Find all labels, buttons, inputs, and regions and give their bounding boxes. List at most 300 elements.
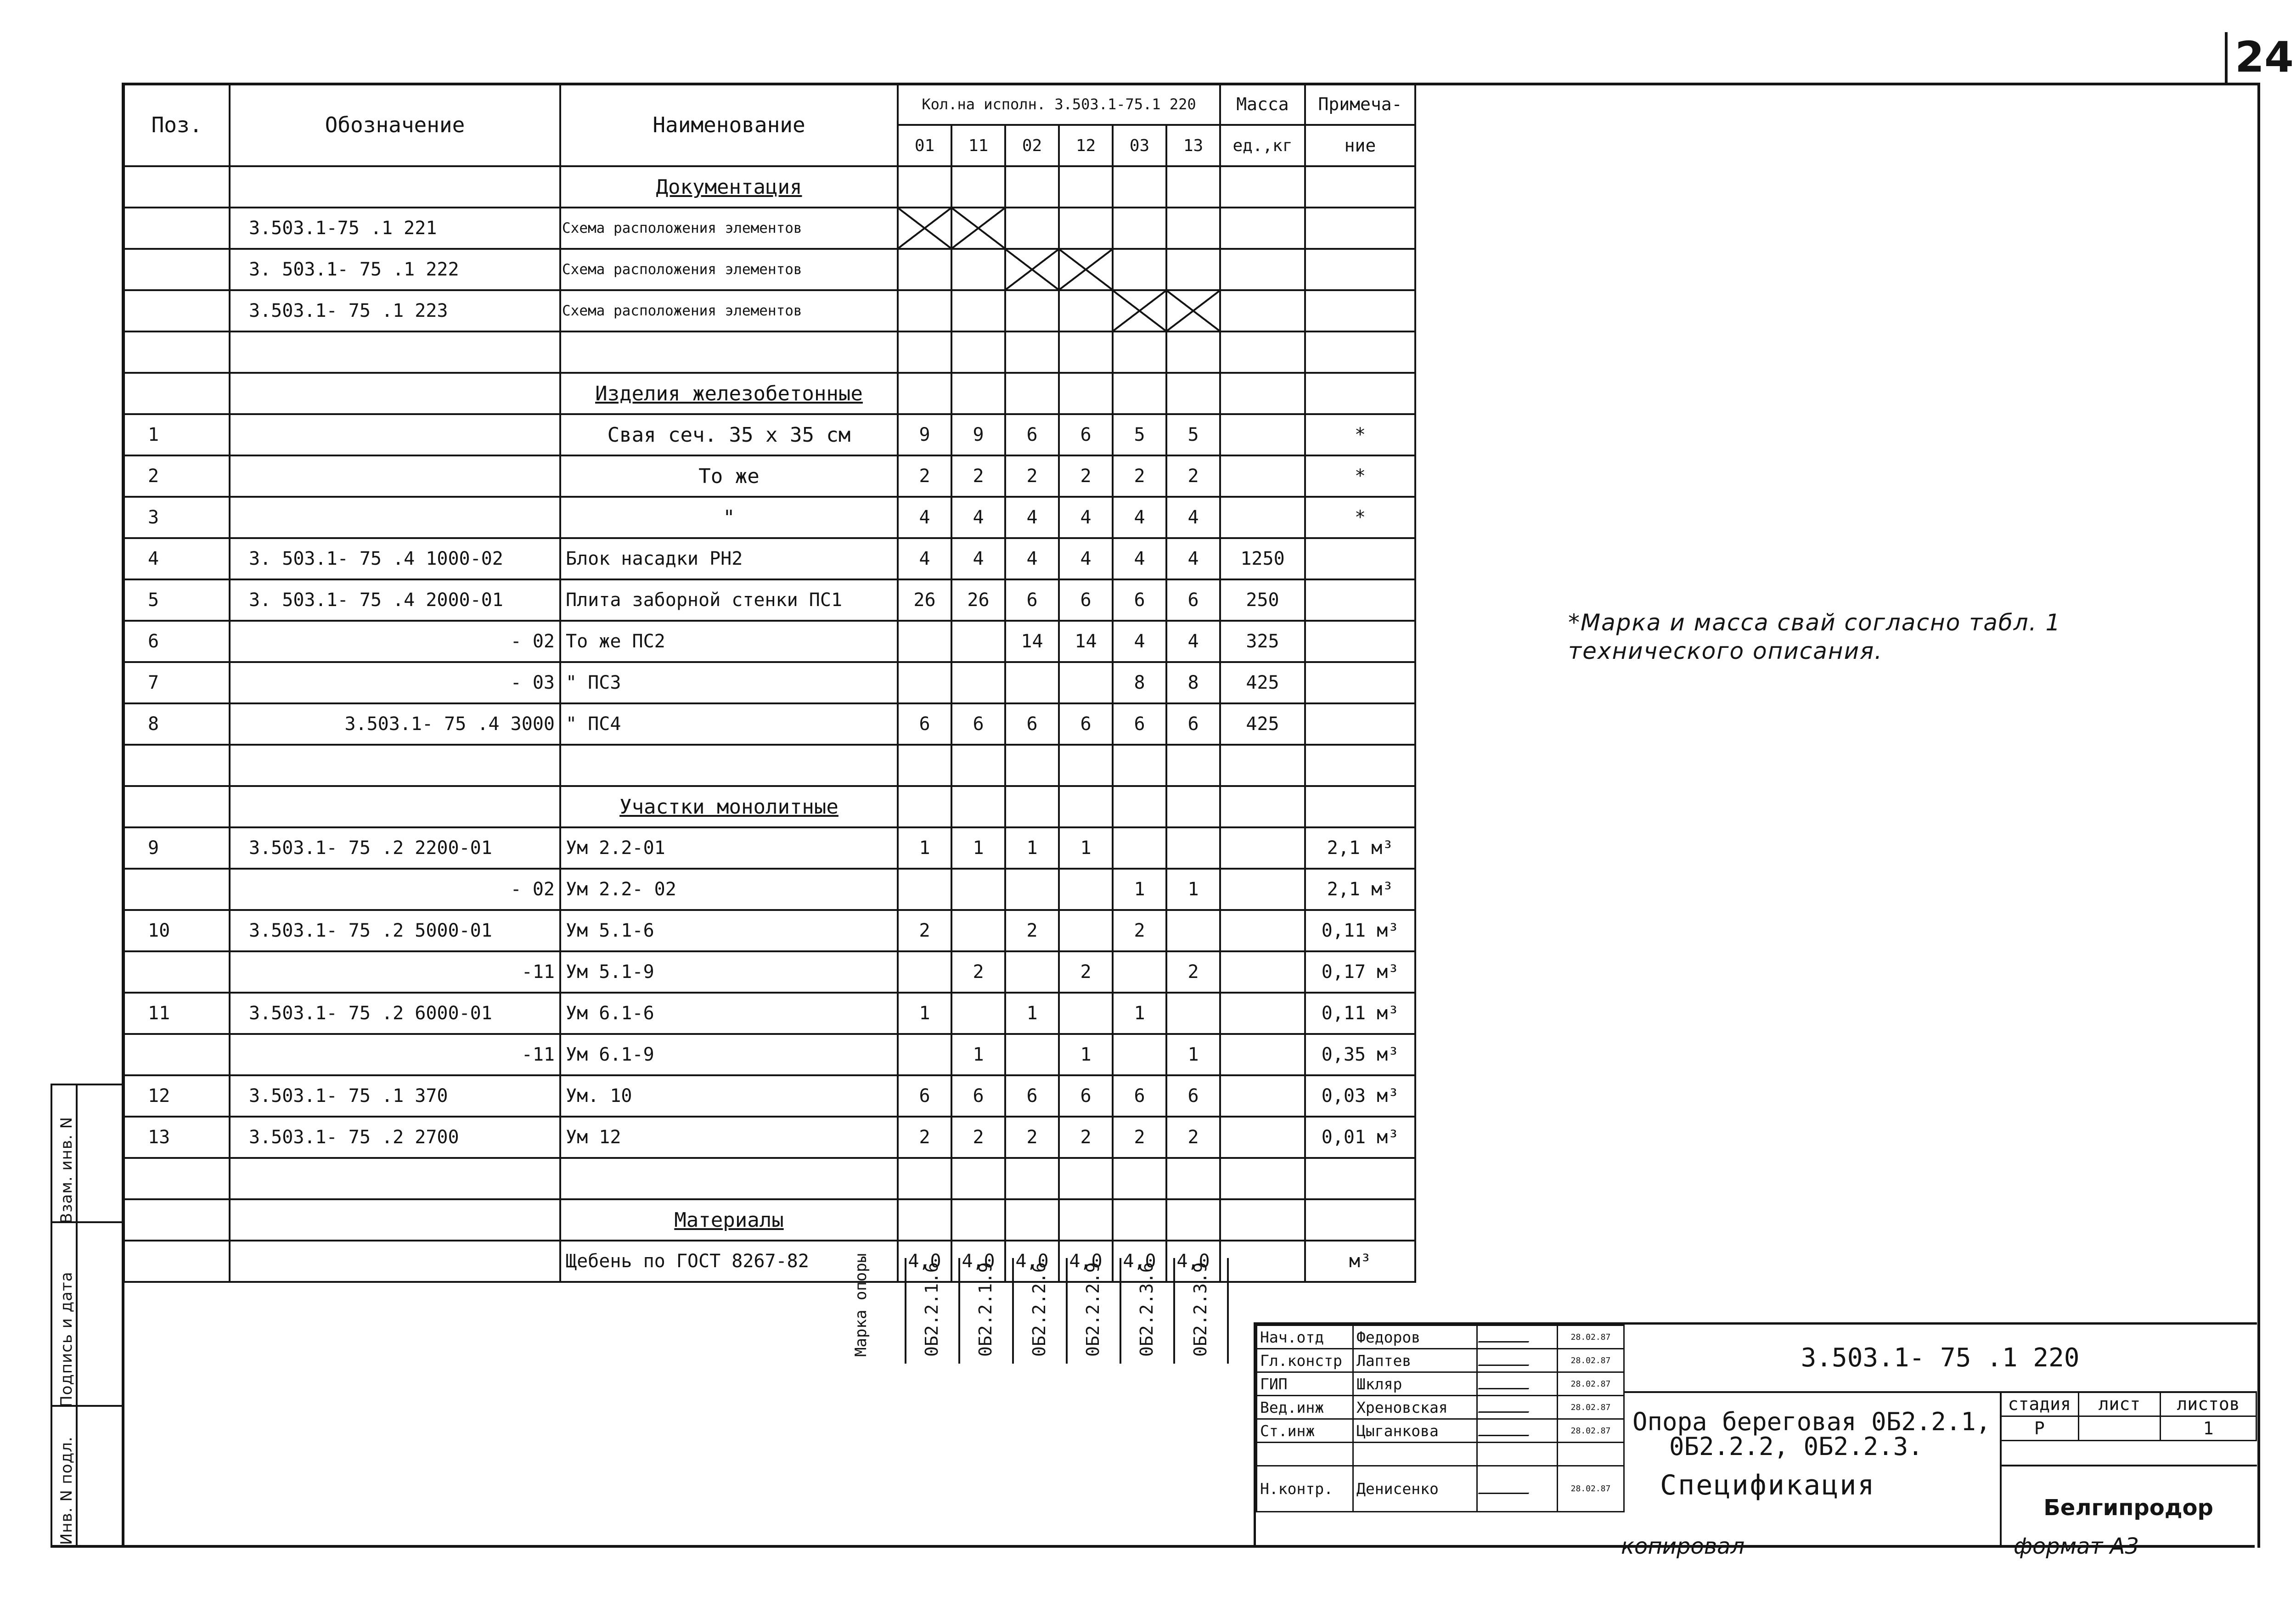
- row-qty: 1: [898, 827, 951, 869]
- signature-mark: [1477, 1419, 1558, 1443]
- row-qty: 4: [1005, 538, 1059, 579]
- table-row: [124, 579, 1415, 621]
- header-note-cont: ние: [1305, 125, 1415, 166]
- row-pos: [124, 249, 230, 290]
- row-name: Ум 5.1-6: [560, 910, 898, 951]
- row-qty: 14: [1005, 621, 1059, 662]
- table-row: [124, 497, 1415, 538]
- row-qty: 4,0: [898, 1241, 951, 1282]
- row-note: м³: [1305, 1241, 1415, 1282]
- row-qty: [898, 166, 951, 208]
- row-qty: [1005, 1034, 1059, 1075]
- row-qty: 4: [951, 538, 1005, 579]
- row-pos: 10: [124, 910, 230, 951]
- row-qty: [898, 331, 951, 373]
- row-mass: 425: [1220, 703, 1305, 745]
- signature-name: Денисенко: [1353, 1466, 1477, 1512]
- row-qty: 1: [1059, 1034, 1113, 1075]
- row-mass: [1220, 786, 1305, 827]
- signature-scribble: [1478, 1402, 1534, 1413]
- signature-role: Ст.инж: [1257, 1419, 1353, 1443]
- row-qty: 1: [1059, 827, 1113, 869]
- support-mark: 0Б2.2.1.9: [975, 1262, 996, 1357]
- row-qty: 4: [1113, 497, 1166, 538]
- row-qty: 2: [1059, 951, 1113, 993]
- row-note: [1305, 621, 1415, 662]
- row-note: 0,17 м³: [1305, 951, 1415, 993]
- row-qty: 8: [1113, 662, 1166, 703]
- row-qty: 1: [951, 1034, 1005, 1075]
- table-row: [124, 662, 1415, 703]
- header-designation: Обозначение: [230, 84, 560, 166]
- row-name: Схема расположения элементов: [560, 249, 898, 290]
- row-qty: 9: [951, 414, 1005, 455]
- signature-date: 28.02.87: [1558, 1326, 1624, 1349]
- row-qty: 1: [1113, 993, 1166, 1034]
- signature-table: [1256, 1325, 1625, 1512]
- row-qty: 2: [898, 455, 951, 497]
- row-qty: 1: [898, 993, 951, 1034]
- row-designation: [230, 1241, 560, 1282]
- row-qty-crossed: [898, 208, 951, 249]
- signature-scribble: [1478, 1332, 1534, 1343]
- header-name: Наименование: [560, 84, 898, 166]
- stage-table: [2000, 1391, 2257, 1441]
- row-qty: [1166, 373, 1220, 414]
- header-variant: 11: [951, 125, 1005, 166]
- support-mark: 0Б2.2.3.6: [1137, 1262, 1157, 1357]
- row-qty: [1113, 1199, 1166, 1241]
- row-qty: 4: [1166, 621, 1220, 662]
- row-name: " ПС3: [560, 662, 898, 703]
- row-pos: [124, 951, 230, 993]
- row-qty: [1059, 166, 1113, 208]
- row-mass: [1220, 208, 1305, 249]
- support-mark-cell: [1012, 1258, 1060, 1364]
- row-qty: [1113, 827, 1166, 869]
- row-name: Свая сеч. 35 х 35 см: [560, 414, 898, 455]
- row-qty: [951, 910, 1005, 951]
- row-pos: 1: [124, 414, 230, 455]
- row-note: [1305, 703, 1415, 745]
- signature-mark: [1477, 1443, 1558, 1466]
- row-note: [1305, 249, 1415, 290]
- object-title: [1632, 1407, 1991, 1461]
- row-note: [1305, 786, 1415, 827]
- row-qty: 2: [898, 910, 951, 951]
- strip-label-sign: Подпись и дата: [57, 1271, 76, 1407]
- row-name: Ум 2.2-01: [560, 827, 898, 869]
- row-qty: 2: [1005, 1117, 1059, 1158]
- table-row: [124, 538, 1415, 579]
- table-row: [124, 1199, 1415, 1241]
- signature-role: [1257, 1443, 1353, 1466]
- row-qty: 4: [1059, 538, 1113, 579]
- row-name: Схема расположения элементов: [560, 208, 898, 249]
- support-marks-label: Марка опоры: [852, 1253, 870, 1357]
- signature-mark: [1477, 1372, 1558, 1396]
- row-qty: 5: [1113, 414, 1166, 455]
- support-mark-cell: [905, 1258, 952, 1364]
- row-qty: [1005, 662, 1059, 703]
- signature-date: 28.02.87: [1558, 1349, 1624, 1372]
- row-qty: 14: [1059, 621, 1113, 662]
- row-qty-crossed: [1005, 249, 1059, 290]
- row-mass: [1220, 1199, 1305, 1241]
- row-qty: [951, 869, 1005, 910]
- signature-role: Нач.отд: [1257, 1326, 1353, 1349]
- table-row: [124, 414, 1415, 455]
- sheet-value: [2078, 1416, 2161, 1441]
- row-qty: [1005, 786, 1059, 827]
- table-row: [124, 703, 1415, 745]
- signature-date: 28.02.87: [1558, 1419, 1624, 1443]
- row-pos: [124, 1158, 230, 1199]
- table-row: [124, 786, 1415, 827]
- row-designation: [230, 1199, 560, 1241]
- row-qty: 6: [951, 703, 1005, 745]
- row-qty: [1059, 373, 1113, 414]
- row-qty: 2: [951, 1117, 1005, 1158]
- row-mass: [1220, 331, 1305, 373]
- row-designation: [230, 414, 560, 455]
- row-mass: [1220, 745, 1305, 786]
- row-qty: 6: [1166, 703, 1220, 745]
- row-name: ": [560, 497, 898, 538]
- row-qty: 4,0: [1113, 1241, 1166, 1282]
- row-mass: 325: [1220, 621, 1305, 662]
- header-mass: Масса: [1220, 84, 1305, 125]
- sheet-header: лист: [2078, 1392, 2161, 1416]
- signature-date: 28.02.87: [1558, 1466, 1624, 1512]
- signature-role: Н.контр.: [1257, 1466, 1353, 1512]
- row-qty: [1005, 290, 1059, 331]
- row-qty: [951, 373, 1005, 414]
- row-qty: [1113, 1034, 1166, 1075]
- row-qty: [951, 166, 1005, 208]
- signature-name: Хреновская: [1353, 1396, 1477, 1419]
- row-pos: 11: [124, 993, 230, 1034]
- row-qty: [1059, 1199, 1113, 1241]
- row-qty: 4: [1113, 621, 1166, 662]
- row-qty: [1005, 869, 1059, 910]
- row-qty: [1005, 208, 1059, 249]
- table-row: [124, 290, 1415, 331]
- row-designation: 3. 503.1- 75 .4 2000-01: [230, 579, 560, 621]
- row-qty: [951, 621, 1005, 662]
- row-note: 2,1 м³: [1305, 827, 1415, 869]
- row-qty: [1059, 331, 1113, 373]
- row-qty: 6: [1059, 703, 1113, 745]
- row-name: Ум 5.1-9: [560, 951, 898, 993]
- table-row: [124, 249, 1415, 290]
- signature-body: [1257, 1326, 1624, 1512]
- table-row: [124, 951, 1415, 993]
- row-qty: [1166, 1158, 1220, 1199]
- title-block: [1254, 1322, 2257, 1547]
- support-mark: 0Б2.2.2.6: [1029, 1262, 1049, 1357]
- row-qty-crossed: [1059, 249, 1113, 290]
- row-mass: 425: [1220, 662, 1305, 703]
- signature-name: [1353, 1443, 1477, 1466]
- row-mass: [1220, 497, 1305, 538]
- row-qty: [898, 249, 951, 290]
- row-note: [1305, 745, 1415, 786]
- signature-row: [1257, 1326, 1624, 1349]
- object-subtitle: Спецификация: [1660, 1469, 1876, 1501]
- row-designation: 3.503.1- 75 .4 3000: [230, 703, 560, 745]
- sheets-value: 1: [2161, 1416, 2257, 1441]
- row-qty: 6: [898, 703, 951, 745]
- row-name: [560, 745, 898, 786]
- row-designation: 3.503.1- 75 .2 2700: [230, 1117, 560, 1158]
- row-pos: 7: [124, 662, 230, 703]
- row-qty: [1005, 1158, 1059, 1199]
- row-qty: [951, 290, 1005, 331]
- row-name: Ум 6.1-9: [560, 1034, 898, 1075]
- row-note: [1305, 1158, 1415, 1199]
- row-qty: 4: [1005, 497, 1059, 538]
- support-mark-cell: [1173, 1258, 1221, 1364]
- row-qty: 26: [898, 579, 951, 621]
- row-note: 0,35 м³: [1305, 1034, 1415, 1075]
- stage-value: Р: [2001, 1416, 2079, 1441]
- row-mass: [1220, 1158, 1305, 1199]
- row-note: [1305, 579, 1415, 621]
- row-qty: [898, 1034, 951, 1075]
- row-qty: 5: [1166, 414, 1220, 455]
- row-pos: 12: [124, 1075, 230, 1117]
- row-qty: [951, 1158, 1005, 1199]
- row-pos: [124, 745, 230, 786]
- row-note: 0,03 м³: [1305, 1075, 1415, 1117]
- row-qty: 6: [1059, 1075, 1113, 1117]
- row-qty: 1: [1166, 1034, 1220, 1075]
- signature-row: [1257, 1349, 1624, 1372]
- row-mass: [1220, 827, 1305, 869]
- row-pos: 13: [124, 1117, 230, 1158]
- signature-scribble: [1478, 1355, 1534, 1366]
- row-designation: - 03: [230, 662, 560, 703]
- row-name: Документация: [560, 166, 898, 208]
- row-mass: [1220, 166, 1305, 208]
- row-qty: [1113, 249, 1166, 290]
- row-qty: [1005, 1199, 1059, 1241]
- signature-row: [1257, 1443, 1624, 1466]
- signature-scribble: [1478, 1426, 1534, 1436]
- row-qty-crossed: [951, 208, 1005, 249]
- row-qty: [898, 1199, 951, 1241]
- header-mass-unit: ед.,кг: [1220, 125, 1305, 166]
- row-note: [1305, 166, 1415, 208]
- row-note: 2,1 м³: [1305, 869, 1415, 910]
- table-row: [124, 745, 1415, 786]
- row-qty: 6: [898, 1075, 951, 1117]
- row-qty: 6: [1059, 579, 1113, 621]
- row-qty: 1: [1005, 827, 1059, 869]
- row-qty: 6: [1113, 1075, 1166, 1117]
- sheets-header: листов: [2161, 1392, 2257, 1416]
- row-qty: [1113, 745, 1166, 786]
- row-note: *: [1305, 497, 1415, 538]
- row-pos: 9: [124, 827, 230, 869]
- row-note: [1305, 1199, 1415, 1241]
- row-designation: [230, 497, 560, 538]
- header-note: Примеча-: [1305, 84, 1415, 125]
- table-row: [124, 166, 1415, 208]
- row-qty: 4: [951, 497, 1005, 538]
- row-note: [1305, 331, 1415, 373]
- row-qty: 2: [898, 1117, 951, 1158]
- row-qty: 6: [1005, 579, 1059, 621]
- row-pos: [124, 1199, 230, 1241]
- row-note: [1305, 662, 1415, 703]
- row-qty: [1059, 208, 1113, 249]
- row-qty: 6: [1166, 1075, 1220, 1117]
- row-pos: [124, 331, 230, 373]
- row-pos: [124, 290, 230, 331]
- row-designation: 3.503.1- 75 .2 5000-01: [230, 910, 560, 951]
- signature-mark: [1477, 1466, 1558, 1512]
- row-qty: 2: [1166, 455, 1220, 497]
- specification-body: [124, 166, 1415, 1282]
- row-pos: [124, 208, 230, 249]
- signature-scribble: [1478, 1483, 1534, 1494]
- row-designation: - 02: [230, 869, 560, 910]
- row-name: Участки монолитные: [560, 786, 898, 827]
- signature-name: Шкляр: [1353, 1372, 1477, 1396]
- row-name: Ум 6.1-6: [560, 993, 898, 1034]
- row-qty: 4,0: [1059, 1241, 1113, 1282]
- row-qty: 26: [951, 579, 1005, 621]
- row-name: Изделия железобетонные: [560, 373, 898, 414]
- row-qty: [1166, 745, 1220, 786]
- table-row: [124, 208, 1415, 249]
- row-pos: 6: [124, 621, 230, 662]
- row-designation: [230, 166, 560, 208]
- row-qty: 1: [951, 827, 1005, 869]
- row-qty: [1059, 993, 1113, 1034]
- table-row: [124, 373, 1415, 414]
- support-marks-label-cell: [836, 1253, 882, 1364]
- row-qty: 4: [1059, 497, 1113, 538]
- format-label: формат А3: [2014, 1534, 2139, 1559]
- row-qty: 2: [1166, 951, 1220, 993]
- row-qty: 6: [1113, 703, 1166, 745]
- table-row: [124, 827, 1415, 869]
- row-mass: 250: [1220, 579, 1305, 621]
- row-designation: 3.503.1-75 .1 221: [230, 208, 560, 249]
- row-qty: [1059, 290, 1113, 331]
- row-qty: 6: [1005, 414, 1059, 455]
- object-title-line-1: Опора береговая 0Б2.2.1,: [1632, 1407, 1991, 1436]
- row-pos: [124, 1241, 230, 1282]
- row-qty: [1113, 373, 1166, 414]
- row-qty: [1166, 993, 1220, 1034]
- organization: Белгипродор: [2000, 1465, 2257, 1549]
- row-designation: 3.503.1- 75 .2 2200-01: [230, 827, 560, 869]
- row-qty: [1005, 331, 1059, 373]
- row-pos: [124, 786, 230, 827]
- row-mass: [1220, 869, 1305, 910]
- row-qty: [1113, 208, 1166, 249]
- row-qty: [1113, 786, 1166, 827]
- row-qty: [898, 745, 951, 786]
- row-designation: [230, 745, 560, 786]
- header-variant: 13: [1166, 125, 1220, 166]
- row-name: [560, 331, 898, 373]
- row-mass: [1220, 249, 1305, 290]
- table-row: [124, 1241, 1415, 1282]
- row-note: [1305, 208, 1415, 249]
- row-qty: [898, 290, 951, 331]
- header-qty-group: Кол.на исполн. 3.503.1-75.1 220: [898, 84, 1220, 125]
- row-mass: [1220, 993, 1305, 1034]
- row-name: [560, 1158, 898, 1199]
- header-variant: 01: [898, 125, 951, 166]
- table-row: [124, 455, 1415, 497]
- signature-row: [1257, 1466, 1624, 1512]
- table-row: [124, 1075, 1415, 1117]
- row-qty: 2: [951, 455, 1005, 497]
- row-qty: [1005, 166, 1059, 208]
- support-mark-cell: [1120, 1258, 1167, 1364]
- row-pos: 4: [124, 538, 230, 579]
- signature-role: ГИП: [1257, 1372, 1353, 1396]
- row-designation: [230, 373, 560, 414]
- row-qty: 2: [1005, 910, 1059, 951]
- support-mark: 0Б2.2.1.6: [922, 1262, 942, 1357]
- row-mass: [1220, 951, 1305, 993]
- row-qty: [1166, 910, 1220, 951]
- document-code: 3.503.1- 75 .1 220: [1623, 1325, 2257, 1393]
- strip-label-repl: Взам. инв. N: [57, 1117, 76, 1224]
- signature-name: Цыганкова: [1353, 1419, 1477, 1443]
- row-qty: 4,0: [1166, 1241, 1220, 1282]
- table-row: [124, 1117, 1415, 1158]
- row-qty: [898, 1158, 951, 1199]
- row-name: Схема расположения элементов: [560, 290, 898, 331]
- row-designation: [230, 1158, 560, 1199]
- object-title-box: [1623, 1391, 2002, 1547]
- row-name: Блок насадки РН2: [560, 538, 898, 579]
- row-qty: 2: [1005, 455, 1059, 497]
- signature-date: [1558, 1443, 1624, 1466]
- row-qty: [1113, 951, 1166, 993]
- row-qty: [1113, 166, 1166, 208]
- row-qty: 2: [1113, 455, 1166, 497]
- row-mass: [1220, 455, 1305, 497]
- support-mark-cell: [1066, 1258, 1114, 1364]
- signature-role: Вед.инж: [1257, 1396, 1353, 1419]
- row-name: То же: [560, 455, 898, 497]
- row-qty: [898, 786, 951, 827]
- footnote: *Марка и масса свай согласно табл. 1 технического описания.: [1568, 609, 2061, 664]
- row-qty: 1: [1166, 869, 1220, 910]
- row-qty: 4: [1166, 538, 1220, 579]
- row-pos: [124, 1034, 230, 1075]
- row-mass: [1220, 373, 1305, 414]
- row-qty: [951, 1199, 1005, 1241]
- row-qty: 6: [951, 1075, 1005, 1117]
- signature-date: 28.02.87: [1558, 1396, 1624, 1419]
- row-mass: [1220, 290, 1305, 331]
- row-qty: [1166, 827, 1220, 869]
- row-designation: 3.503.1- 75 .1 370: [230, 1075, 560, 1117]
- header-variant: 03: [1113, 125, 1166, 166]
- row-qty: 4: [898, 538, 951, 579]
- row-qty: [1059, 786, 1113, 827]
